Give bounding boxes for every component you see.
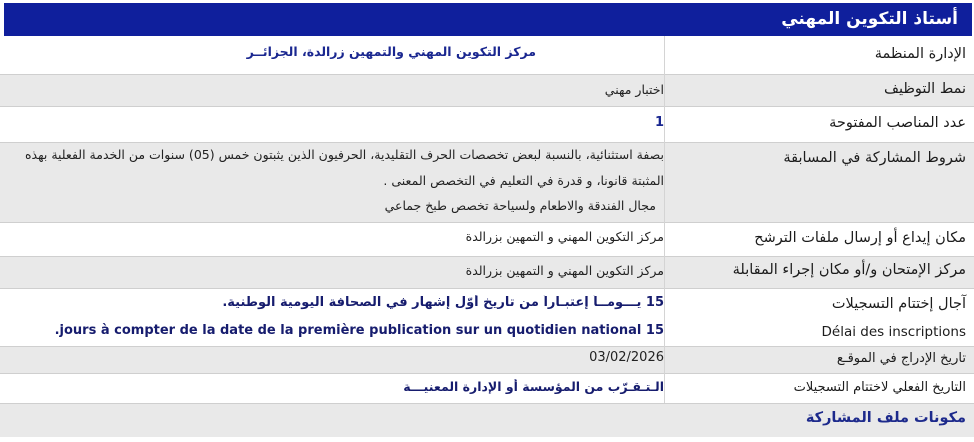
row-divider [0,288,974,289]
row-submission-place [0,222,974,256]
publish-date-value: 03/02/2026 [589,350,664,365]
publish-date-label: تاريخ الإدراج في الموقـع [836,351,966,366]
row-deadline [0,288,974,346]
recruitment-type-label: نمط التوظيف [883,81,966,97]
row-actual-deadline [0,373,974,403]
conditions-value [0,142,664,222]
submission-place-value: مركز التكوين المهني و التمهين بزرالدة [465,229,664,244]
row-divider [0,346,974,347]
organizer-label: الإدارة المنظمة [874,46,966,62]
job-title: أستاذ التكوين المهني [781,9,958,29]
recruitment-type-value: اختبار مهني [604,82,664,97]
row-divider [0,106,974,107]
row-divider [0,74,974,75]
conditions-line-3: مجال الفندقة والاطعام ولسياحة تخصص طبخ جماعي [384,198,656,213]
actual-deadline-label: التاريخ الفعلي لاختتام التسجيلات [793,380,966,395]
open-positions-value: 1 [654,115,664,130]
exam-place-value: مركز التكوين المهني و التمهين بزرالدة [465,263,664,278]
open-positions-label: عدد المناصب المفتوحة [829,115,966,131]
deadline-fr-label: Délai des inscriptions [821,324,966,340]
row-open-positions [0,106,974,142]
conditions-line-2: المثبتة قانونا، و قدرة في التعليم في التخصص المعنى . [383,173,664,188]
row-publish-date [0,346,974,373]
row-divider [0,403,974,404]
row-divider [0,373,974,374]
row-organizer [0,36,974,74]
row-conditions [0,142,974,222]
deadline-ar-value: 15 يـــومــاً إعتبـاراً من تاريخ أوّل إشهار في الصحافة اليومية الوطنية. [222,295,664,310]
conditions-label: شروط المشاركة في المسابقة [783,150,966,166]
exam-place-label: مركز الإمتحان و/أو مكان إجراء المقابلة [732,262,966,278]
deadline-fr-value: jours à compter de la date de la première publication sur un quotidien national 15. [54,323,664,338]
deadline-ar-label: آجال إختتام التسجيلات [831,296,966,312]
row-recruitment-type [0,74,974,106]
submission-place-label: مكان إيداع أو إرسال ملفات الترشح [754,230,966,246]
row-divider [0,222,974,223]
row-divider [0,256,974,257]
actual-deadline-value: الـتـقـرّب من المؤسسة أو الإدارة المعنيـــة [403,379,664,394]
row-file-components [0,403,974,437]
row-exam-place [0,256,974,288]
file-components-title: مكونات ملف المشاركة [805,410,966,426]
conditions-line-1: بصفة استثنائية، بالنسبة لبعض تخصصات الحرف التقليدية، الحرفيون الذين يثبتون خمس (05) سنوات من الخدمة الفعلية بهذه [25,147,664,162]
column-separator [664,36,665,403]
job-title-header [4,3,972,36]
organizer-value: مركز التكوين المهني والتمهين زرالدة، الجزائــر [246,44,536,59]
row-divider [0,142,974,143]
